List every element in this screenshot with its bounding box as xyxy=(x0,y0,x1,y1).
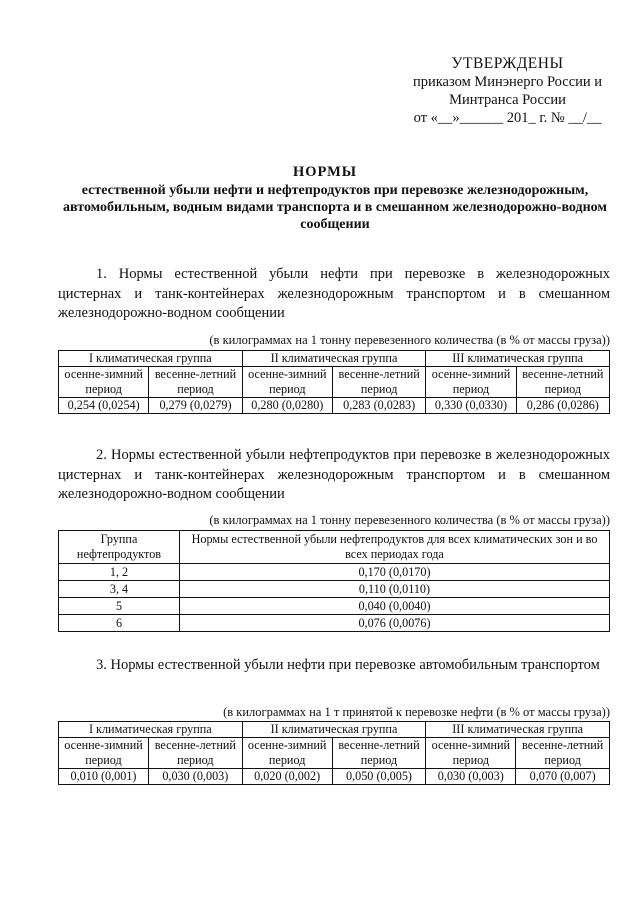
norm-value: 0,254 (0,0254) xyxy=(59,398,149,414)
approval-date-line: от «__»______ 201_ г. № __/__ xyxy=(413,110,602,126)
section2-units-note: (в килограммах на 1 тонну перевезенного количества (в % от массы груза)) xyxy=(209,513,610,527)
period-header: осенне-зимний период xyxy=(242,738,332,769)
product-group: 3, 4 xyxy=(59,581,180,598)
norm-value: 0,050 (0,005) xyxy=(332,769,426,785)
norm-value: 0,110 (0,0110) xyxy=(180,581,610,598)
group-header: III климатическая группа xyxy=(426,722,610,738)
period-header: весенне-летний период xyxy=(516,738,610,769)
product-group: 5 xyxy=(59,598,180,615)
period-header: осенне-зимний период xyxy=(59,367,149,398)
period-header: весенне-летний период xyxy=(332,738,426,769)
section2-text: 2. Нормы естественной убыли нефтепродуктов при перевозке в железнодорожных цистернах и танк-контейнерах железнодорожным транспортом и в смешанном железнодорожно-водном сообщении xyxy=(58,447,610,502)
approval-block xyxy=(400,55,615,127)
period-header: весенне-летний период xyxy=(149,738,243,769)
period-header: весенне-летний период xyxy=(516,367,609,398)
norm-value: 0,279 (0,0279) xyxy=(149,398,242,414)
period-header: весенне-летний период xyxy=(149,367,242,398)
norm-value: 0,040 (0,0040) xyxy=(180,598,610,615)
section3-units-note: (в килограммах на 1 т принятой к перевозке нефти (в % от массы груза)) xyxy=(223,705,610,719)
group-header: III климатическая группа xyxy=(426,351,610,367)
approval-heading: УТВЕРЖДЕНЫ xyxy=(451,55,564,72)
group-header: I климатическая группа xyxy=(59,351,243,367)
norm-value: 0,076 (0,0076) xyxy=(180,615,610,632)
norms-column-header: Нормы естественной убыли нефтепродуктов для всех климатических зон и во всех периодах года xyxy=(180,531,610,564)
group-header: II климатическая группа xyxy=(242,722,426,738)
section3-table xyxy=(58,721,610,785)
section1-units-note: (в килограммах на 1 тонну перевезенного количества (в % от массы груза)) xyxy=(209,333,610,347)
section3-text: 3. Нормы естественной убыли нефти при перевозке автомобильным транспортом xyxy=(96,657,600,673)
norm-value: 0,286 (0,0286) xyxy=(516,398,609,414)
group-header: I климатическая группа xyxy=(59,722,243,738)
norm-value: 0,280 (0,0280) xyxy=(242,398,332,414)
norm-value: 0,070 (0,007) xyxy=(516,769,610,785)
group-header: II климатическая группа xyxy=(242,351,426,367)
document-title: НОРМЫ xyxy=(292,164,358,180)
norm-value: 0,170 (0,0170) xyxy=(180,564,610,581)
product-group: 1, 2 xyxy=(59,564,180,581)
period-header: осенне-зимний период xyxy=(242,367,332,398)
approval-line: Минтранса России xyxy=(449,92,566,108)
section2-table xyxy=(58,530,610,632)
norm-value: 0,010 (0,001) xyxy=(59,769,149,785)
product-group: 6 xyxy=(59,615,180,632)
period-header: весенне-летний период xyxy=(333,367,426,398)
period-header: осенне-зимний период xyxy=(426,367,516,398)
group-column-header: Группа нефтепродуктов xyxy=(59,531,180,564)
norm-value: 0,020 (0,002) xyxy=(242,769,332,785)
period-header: осенне-зимний период xyxy=(426,738,516,769)
section1-text: 1. Нормы естественной убыли нефти при перевозке в железнодорожных цистернах и танк-контейнерах железнодорожным транспортом и в смешанном железнодорожно-водном сообщении xyxy=(58,266,610,321)
approval-line: приказом Минэнерго России и xyxy=(412,74,603,90)
section1-table xyxy=(58,350,610,414)
norm-value: 0,283 (0,0283) xyxy=(333,398,426,414)
norm-value: 0,030 (0,003) xyxy=(149,769,243,785)
document-subtitle: естественной убыли нефти и нефтепродуктов при перевозке железнодорожным, автомобильным, водным видами транспорта и в смешанном железнодорожно-водном сообщении xyxy=(63,183,607,232)
period-header: осенне-зимний период xyxy=(59,738,149,769)
norm-value: 0,030 (0,003) xyxy=(426,769,516,785)
norm-value: 0,330 (0,0330) xyxy=(426,398,516,414)
